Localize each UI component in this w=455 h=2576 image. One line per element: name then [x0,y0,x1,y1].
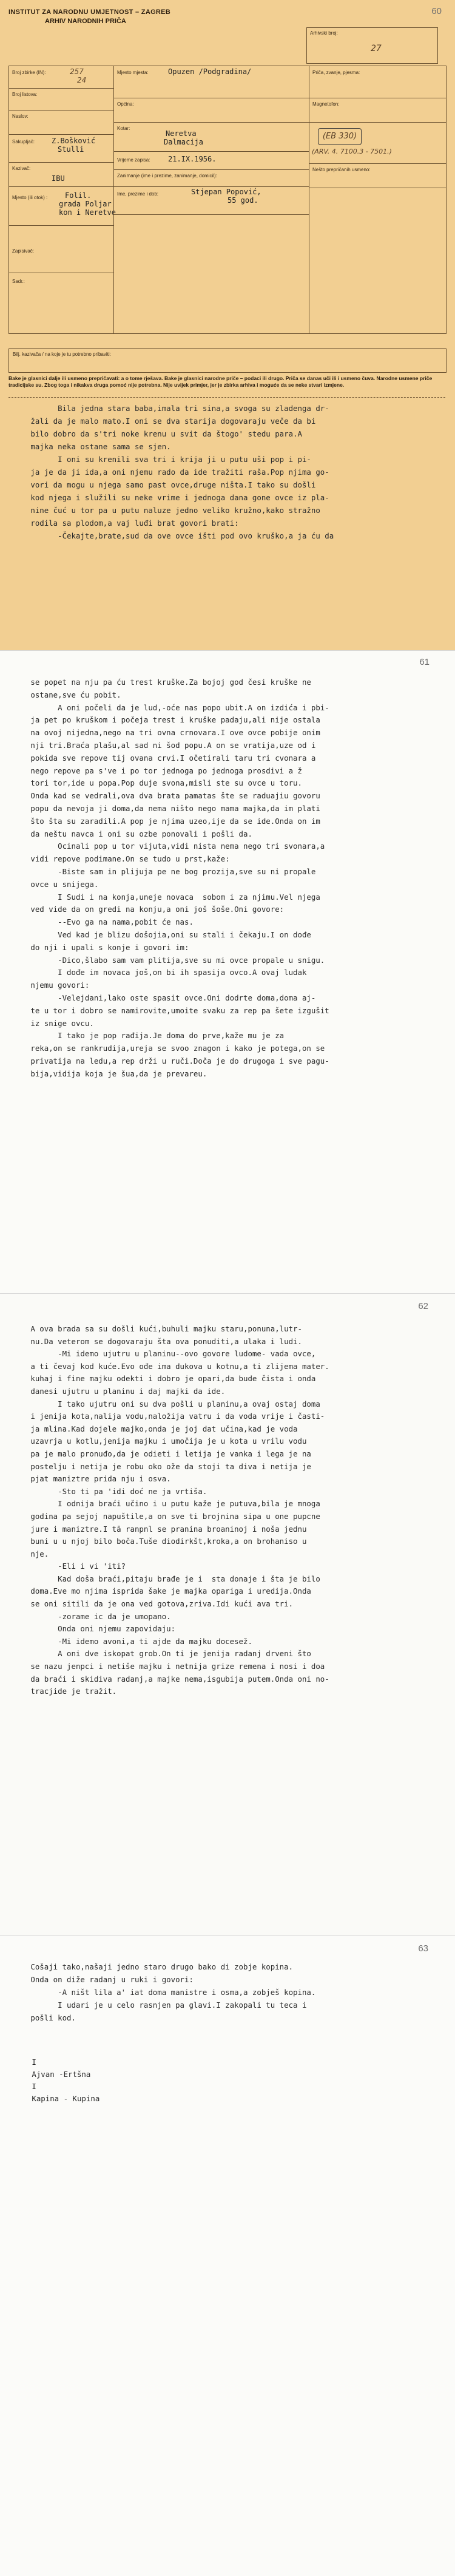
text-line: -Velejdani,lako oste spasit ovce.Oni dodrte doma,doma aj- [17,993,316,1002]
text-line: A oni dve iskopat grob.On ti je jenija radanj drveni što [17,1649,311,1659]
text-line: iz snige ovcu. [17,1018,94,1028]
date-label: Vrijeme zapisa: [117,157,150,163]
text-line: -Dico,šlabo sam vam plitija,sve su mi ovce propale u snigu. [17,955,325,965]
text-line: ostane,sve ću pobit. [17,690,121,699]
text-line: -Eli i vi 'iti? [17,1562,126,1571]
text-line: bija,vidija koja je šua,da je prevareu. [17,1069,207,1078]
legal-notice: Bake je glasnici dalje ili usmeno prepričavati: a o tome rješava. Bake je glasnici narodne priče – podaci ili drugo. Priča se danas uči ili i usmeno čuva. Narodne usmene priče tradicijske su. Zbog toga i nikakva druga pomoć nije potrebna. Nije uvijek primjer, jer je zbirka arhiva i moguće da se neke stvari izmjene. [8,375,433,388]
text-line: do nji i upali s konje i govori im: [17,942,189,952]
narrator-value-2: 55 god. [228,196,258,205]
text-line: se oni sitili da je ona ved gotova,zriva.Idi kući ava tri. [17,1599,294,1609]
district-value-2: Dalmacija [164,138,204,146]
text-line: Ocinali pop u tor vijuta,vidi nista nema nego tri svonara,a [17,841,325,851]
accession-value: 27 [371,44,382,53]
form-label: Priča, zvanje, pjesma: [312,70,360,75]
text-line: vori da mogu u njega samo past ovce,druge ništa.I tako su došli [17,480,316,489]
text-line: Cošaji tako,našaji jedno staro drugo bako di zobje kopina. [17,1962,294,1971]
text-line: jure i maniztre.I tā ranpnl se pranina broaninoj i noša jednu [17,1524,307,1534]
also-label: Nešto prepričanih usmeno: [312,167,371,172]
text-line: -Biste sam in plijuja pe ne bog prozija,sve su ni propale [17,866,316,876]
text-line: A oni počeli da je lud,-oće nas popo ubit.A on izdića i pbi- [17,702,329,712]
text-line: Ved kad je blizu došojia,oni su stali i čekaju.I on dođe [17,929,311,939]
text-line: se nazu jenpci i netiše majku i netnija grize remena i nosi i doa [17,1662,325,1671]
story-text [17,1960,442,2024]
text-line: ovce u snijega. [17,879,99,889]
text-line: -Mi idemo avoni,a ti ajde da majku docesež. [17,1636,252,1646]
text-line: se popet na nju pa ću trest kruške.Za bojoj god česi kruške ne [17,678,311,687]
text-line: doma.Eve mo njima isprida šake je majka opariga i uredija.Onda [17,1586,311,1596]
text-line: kuhaj i fine majku odekti i dobro je opari,da bude čista i onda [17,1374,316,1384]
notes-box [8,348,447,373]
notes-label: Bilj. kazivača / na koje je tu potrebno pribaviti: [13,352,111,357]
text-line: majka neka ostane sama se sjen. [17,442,171,451]
accession-label: Arhivski broj: [310,30,338,36]
page-2 [0,651,455,1294]
tape-number: (EB 330) [318,128,362,145]
text-line: A ova brada sa su došli kući,buhuli majku staru,ponuna,lutr- [17,1324,302,1333]
text-line: -zorame ic da je umopano. [17,1611,171,1621]
informant-value: IBU [52,174,65,183]
text-line: buni u u njoj bilo boča.Tuše diodirkšt,kroka,a on brohaniso u [17,1537,307,1546]
sheets-label: Broj listova: [12,92,38,97]
catalog-card-grid [8,66,447,334]
text-line: Bila jedna stara baba,imala tri sina,a svoga su zladenga dr- [17,404,329,413]
text-line: danesi ujutru u planinu i daj majki da ide. [17,1386,226,1396]
text-line: I odnija braći učino i u putu kaže je putuva,bila je mnoga [17,1499,320,1509]
text-line: ved vide da on gredi na konju,a oni još šoše.Oni govore: [17,905,285,914]
text-line: pjat maniztre prida nju i osva. [17,1474,171,1484]
closing-line: I [18,2082,36,2091]
text-line: da braći i skidiva radanj,a majke nema,isgubija putem.Onda oni no- [17,1674,329,1684]
text-line: rodila sa plodom,a vaj luđi brat govori brati: [17,518,239,528]
text-line: Kad doša braći,pitaju brađe je i sta donaje i šta je bilo [17,1574,320,1583]
place-value-2: grada Poljar [59,200,112,208]
text-line: ja je da ji ida,a oni njemu rado da ide tražiti raša.Pop njima go- [17,467,329,477]
text-line: nego repove pa s've i po tor jednoga po jednoga prosdivi a ž [17,766,302,775]
closing-line: I [18,2058,36,2067]
text-line: tracjide je tražit. [17,1687,117,1696]
story-text [17,1323,442,1698]
archive-name: ARHIV NARODNIH PRIČA [45,18,126,25]
accession-box [306,27,438,64]
field-no-value: 257 [70,67,84,76]
text-line: pa je malo pronuđo,da je odieti i letija je vanka i lega je na [17,1449,311,1458]
institute-name: INSTITUT ZA NARODNU UMJETNOST – ZAGREB [8,8,171,16]
folio-number: 60 [431,6,442,16]
tape-ref-range: (ARV. 4. 7100.3 - 7501.) [312,148,392,155]
place-label: Mjesto (ili otok) : [12,195,48,200]
text-line: I udari je u celo rasnjen pa glavi.I zakopali tu teca i [17,2000,307,2010]
text-line: pokida sve repove tij ovana crvi.I očetirali taru tri cvonara a [17,753,316,763]
text-line: reka,on se rankrudija,ureja se svoo znagon i kako je potega,on se [17,1044,325,1053]
district-value: Neretva [166,129,197,138]
text-line: I tako ujutru oni su dva pošli u planinu,a ovaj ostaj doma [17,1399,320,1409]
locality-value: Opuzen /Podgradina/ [168,67,252,76]
text-line: tori tor,ide u popa.Pop duje svona,misli ste su ovce u toru. [17,778,302,788]
text-line: I tako je pop rađija.Je doma do prve,kaže mu je za [17,1031,285,1041]
text-line: I dođe im novaca još,on bi ih spasija ovco.A ovaj ludak [17,968,307,977]
tape-ref-area [309,123,446,155]
text-line: žali da je malo mato.I oni se dva starija dogovaraju veče da bi [17,416,316,426]
date-value: 21.IX.1956. [168,155,217,163]
text-line: -A ništ lila a' iat doma manistre i osma,a zobješ kopina. [17,1988,316,1997]
locality-label: Mjesto mjesta: [117,70,149,75]
district-label: Kotar: [117,126,130,131]
text-line: Onda oni njemu zapovidaju: [17,1624,176,1634]
text-line: da neštu navca i oni su ozbe ponovali i pošli da. [17,829,252,838]
text-line: nu.Da veterom se dogovaraju šta ova ponuditi,a ulaka i ludi. [17,1336,302,1346]
text-line: bilo dobro da s'tri noke krenu u svit da štogo' stedu para.A [17,429,302,438]
story-text [17,402,442,542]
text-line: popu da nevoja ji doma,da nema ništo nego mama majka,da im plati [17,803,320,813]
closing-line: Ajvan -Ertšna [18,2070,91,2079]
text-line: na ovoj nijedna,nego na tri ovna crnovara.I ove ovce pobije onim [17,728,320,738]
page-3 [0,1294,455,1936]
text-line: a ti čevaj kod kuće.Evo ođe ima dukova u kotnu,a ti zlijema mater. [17,1361,329,1371]
title-label: Naslov: [12,114,29,119]
page-1 [0,0,455,651]
text-line: Onda on diže radanj u ruki i govori: [17,1975,194,1984]
text-line: i jenija kota,nalija vodu,naložija vatru i da voda vrije i časti- [17,1412,325,1421]
place-value: Folil. [65,191,92,200]
text-line: što šta su zaradili.A pop je njima uzeo,ije da se ide.Onda on im [17,816,320,826]
folio-number: 62 [418,1301,428,1311]
text-line: Onda kad se vedrali,ova dva brata pamatas šte se raduajiu govoru [17,791,320,801]
text-line: te u tor i dobro se namirovite,umoite svaku za rep pa šete izgušit [17,1005,329,1015]
informant-label: Kazivač: [12,166,31,171]
text-line: ja pet po kruškom i počeja trest i kruške padaju,ali nije ostala [17,715,320,725]
narrator-value: Stjepan Popović, [191,188,261,196]
recorder-label: Zapisivač: [12,248,35,254]
text-line: -Čekajte,brate,sud da ove ovce išti pod ovo kruško,a ja ću da [17,531,334,540]
text-line: postelju i netija je robu oko ože da stoji ta diva i netija je [17,1461,311,1471]
tape-label: Magnetofon: [312,101,340,107]
text-line: ja mlina.Kad dojele majko,onda je joj dat učina,kad je voda [17,1424,298,1433]
field-no-label: Broj zbirke (IN): [12,70,46,75]
story-text [17,676,442,1081]
text-line: pošli kod. [17,2013,76,2022]
closing-line: Kapina - Kupina [18,2094,100,2103]
card-header [8,8,324,25]
closing-notes [18,2056,99,2105]
text-line: uzavrja u kotlu,jenija majku i umočija je u kota u vrilu vodu [17,1436,307,1446]
collector-value-2: Stulli [58,145,84,154]
occupation-label: Zanimanje (ime i prezime, zanimanje, domicil): [117,173,217,178]
text-line: privatija na ledu,a rep drži u ruči.Doča je do drugoga i sve pagu- [17,1056,329,1065]
text-line: vidi repove podimane.On se tudo u prst,kaže: [17,854,230,864]
field-no-sub: 24 [77,76,87,84]
text-line: godina pa sejoj napuštile,a on sve ti brojnina sipa u one pupcne [17,1511,320,1521]
collector-value: Z.Bošković [52,137,96,145]
folio-number: 61 [419,657,430,667]
narrator-label: Ime, prezime i dob: [117,191,159,197]
text-line: -Mi idemo ujutru u planinu--ovo govore ludome- vada ovce, [17,1349,316,1359]
text-line: I Sudi i na konja,uneje novaca sobom i za njimu.Vel njega [17,892,320,902]
text-line: -Sto ti pa 'idi doć ne ja vrtiša. [17,1486,207,1496]
place-value-3: kon i Neretve [59,208,116,217]
text-line: nji tri.Braća plašu,al sad ni šod popu.A on se vratija,uze od i [17,740,316,750]
page-4 [0,1936,455,2576]
text-line: --Evo ga na nama,pobit će nas. [17,917,194,927]
text-line: I oni su krenili sva tri i krija ji u putu uši pop i pi- [17,455,311,464]
text-line: kod njega i služili su neke vrime i jednoga dana gone ovce iz pla- [17,493,329,502]
text-line: nine čuć u tor pa u putu naluze jedno veliko kružno,kako stražno [17,506,320,515]
contents-label: Sadr.: [12,279,25,284]
text-line: nje. [17,1549,49,1558]
collector-label: Sakupljač: [12,139,35,144]
folio-number: 63 [418,1943,428,1954]
municipality-label: Općina: [117,101,134,107]
text-line: njemu govori: [17,980,90,990]
